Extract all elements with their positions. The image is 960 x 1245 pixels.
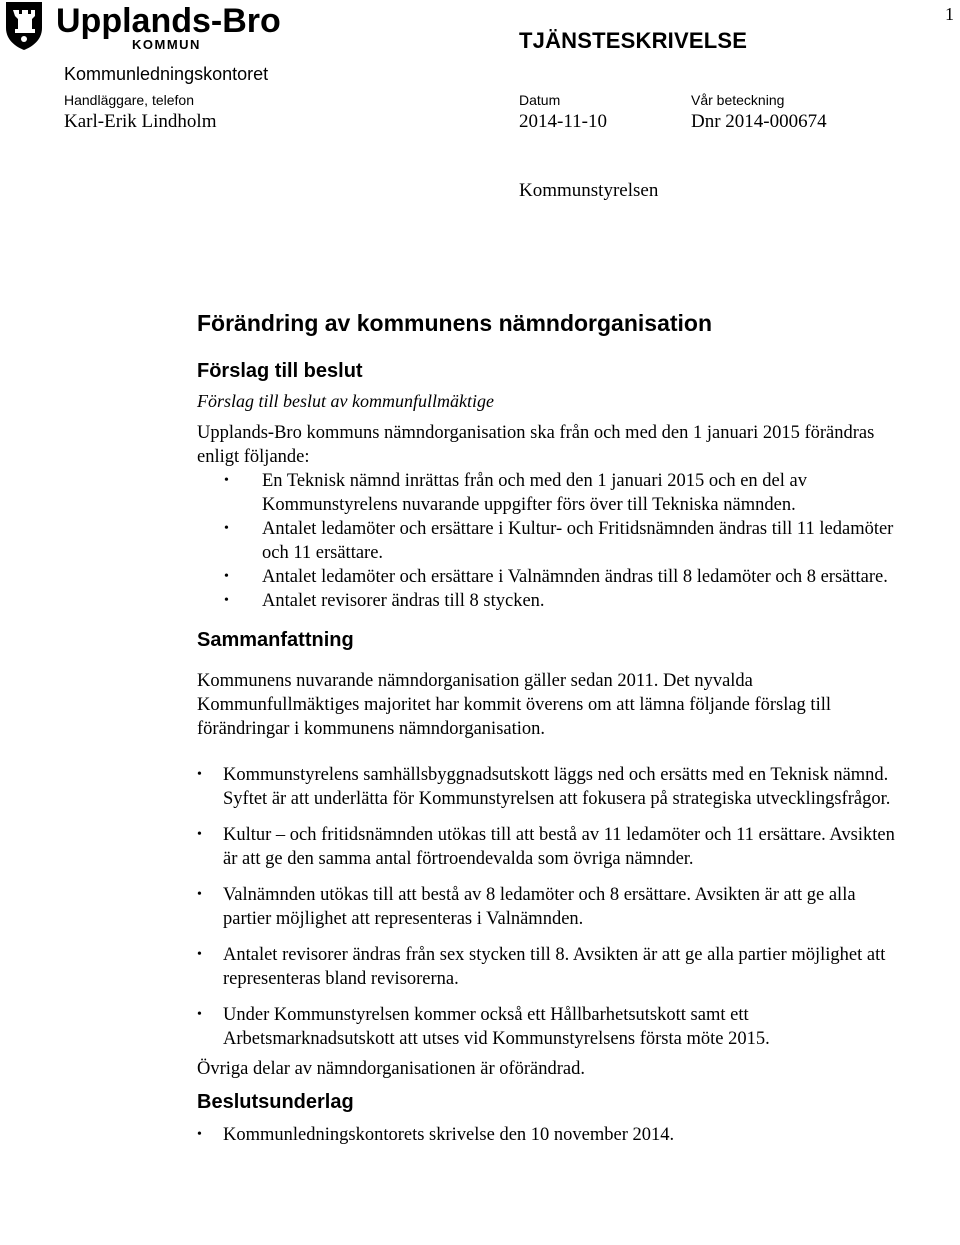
summary-intro: Kommunens nuvarande nämndorganisation gäller sedan 2011. Det nyvalda Kommunfullmäktiges majoritet har kommit överens om att lämna följande förslag till förändringar i kommunens nämndorganisation. — [197, 671, 831, 739]
office-name: Kommunledningskontoret — [64, 64, 269, 84]
bullet-icon: • — [197, 1127, 202, 1142]
list-item: • Under Kommunstyrelsen kommer också ett Hållbarhetsutskott samt ett Arbetsmarknadsutskott att utses vid Kommunstyrelsens första möte 2015. — [197, 1005, 770, 1049]
list-item: • Antalet ledamöter och ersättare i Valnämnden ändras till 8 ledamöter och 8 ersättare. — [224, 567, 888, 587]
bullet-icon: • — [224, 521, 229, 536]
bullet-icon: • — [224, 593, 229, 608]
logo-wordmark: Upplands-Bro — [56, 2, 281, 40]
handler-value: Karl-Erik Lindholm — [64, 111, 217, 132]
bullet-icon: • — [197, 887, 202, 902]
document-body — [197, 306, 897, 1147]
list-item: • En Teknisk nämnd inrättas från och med den 1 januari 2015 och en del av Kommunstyrelens nuvarande uppgifter förs över till Tekniska nämnden. — [224, 471, 807, 515]
page-number: 1 — [945, 4, 954, 24]
logo — [4, 0, 294, 52]
summary-heading: Sammanfattning — [197, 629, 354, 651]
bullet-icon: • — [197, 767, 202, 782]
summary-list — [197, 763, 897, 1051]
list-item: • Valnämnden utökas till att bestå av 8 ledamöter och 8 ersättare. Avsikten är att ge alla partier möjlighet att representeras i Valnämnden. — [197, 885, 856, 929]
proposal-list — [197, 469, 897, 613]
summary-outro: Övriga delar av nämndorganisationen är oförändrad. — [197, 1059, 586, 1079]
recipient: Kommunstyrelsen — [519, 180, 659, 201]
bullet-icon: • — [197, 1007, 202, 1022]
date-label: Datum — [519, 92, 561, 108]
basis-heading: Beslutsunderlag — [197, 1091, 354, 1113]
document-title: Förändring av kommunens nämndorganisation — [197, 310, 713, 336]
coat-of-arms-icon — [6, 2, 42, 50]
basis-list — [197, 1123, 897, 1147]
date-value: 2014-11-10 — [519, 111, 607, 132]
bullet-icon: • — [224, 569, 229, 584]
proposal-intro: Upplands-Bro kommuns nämndorganisation ska från och med den 1 januari 2015 förändras enligt följande: — [197, 423, 875, 467]
reference-label: Vår beteckning — [691, 92, 785, 108]
logo-subtext: KOMMUN — [132, 37, 201, 52]
bullet-icon: • — [224, 473, 229, 488]
list-item: • Antalet ledamöter och ersättare i Kultur- och Fritidsnämnden ändras till 11 ledamöter och 11 ersättare. — [224, 519, 894, 563]
list-item: • Antalet revisorer ändras från sex stycken till 8. Avsikten är att ge alla partier möjlighet att representeras bland revisorerna. — [197, 945, 886, 989]
bullet-icon: • — [197, 827, 202, 842]
handler-label: Handläggare, telefon — [64, 92, 194, 108]
list-item: • Kommunledningskontorets skrivelse den 10 november 2014. — [197, 1125, 675, 1145]
proposal-heading: Förslag till beslut — [197, 360, 363, 382]
bullet-icon: • — [197, 947, 202, 962]
list-item: • Antalet revisorer ändras till 8 stycken. — [224, 591, 545, 611]
proposal-subheading: Förslag till beslut av kommunfullmäktige — [197, 391, 494, 411]
list-item: • Kommunstyrelens samhällsbyggnadsutskott läggs ned och ersätts med en Teknisk nämnd. Syftet är att underlätta för Kommunstyrelsen att fokusera på strategiska utvecklingsfrågor. — [197, 765, 891, 809]
document-type: TJÄNSTESKRIVELSE — [519, 28, 748, 53]
reference-value: Dnr 2014-000674 — [691, 111, 827, 132]
list-item: • Kultur – och fritidsnämnden utökas till att bestå av 11 ledamöter och 11 ersättare. Avsikten är att ge den samma antal förtroendevalda som övriga nämnder. — [197, 825, 895, 869]
